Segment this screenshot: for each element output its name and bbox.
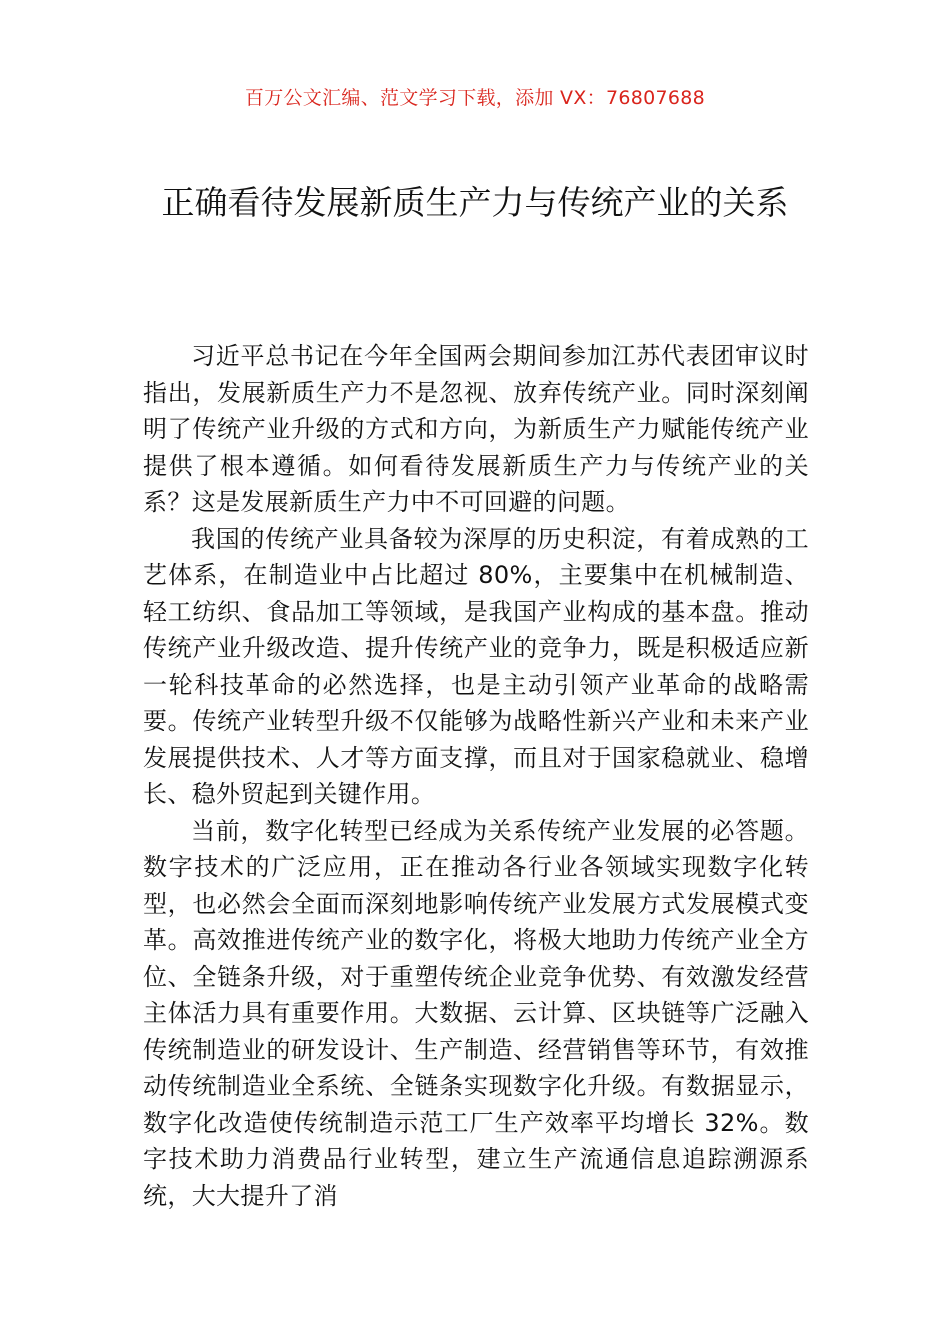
- document-body: [143, 338, 809, 1214]
- paragraph-3: 当前，数字化转型已经成为关系传统产业发展的必答题。数字技术的广泛应用，正在推动各行业各领域实现数字化转型，也必然会全面而深刻地影响传统产业发展方式发展模式变革。高效推进传统产业的数字化，将极大地助力传统产业全方位、全链条升级，对于重塑传统企业竞争优势、有效激发经营主体活力具有重要作用。大数据、云计算、区块链等广泛融入传统制造业的研发设计、生产制造、经营销售等环节，有效推动传统制造业全系统、全链条实现数字化升级。有数据显示，数字化改造使传统制造示范工厂生产效率平均增长 32%。数字技术助力消费品行业转型，建立生产流通信息追踪溯源系统，大大提升了消: [143, 816, 809, 1210]
- paragraph-2: 我国的传统产业具备较为深厚的历史积淀，有着成熟的工艺体系，在制造业中占比超过 80%，主要集中在机械制造、轻工纺织、食品加工等领域，是我国产业构成的基本盘。推动传统产业升级改造、提升传统产业的竞争力，既是积极适应新一轮科技革命的必然选择，也是主动引领产业革命的战略需要。传统产业转型升级不仅能够为战略性新兴产业和未来产业发展提供技术、人才等方面支撑，而且对于国家稳就业、稳增长、稳外贸起到关键作用。: [143, 524, 809, 808]
- document-title: 正确看待发展新质生产力与传统产业的关系: [161, 183, 789, 222]
- header-contact-note: 百万公文汇编、范文学习下载，添加 VX：76807688: [244, 87, 706, 109]
- paragraph-1: 习近平总书记在今年全国两会期间参加江苏代表团审议时指出，发展新质生产力不是忽视、放弃传统产业。同时深刻阐明了传统产业升级的方式和方向，为新质生产力赋能传统产业提供了根本遵循。如何看待发展新质生产力与传统产业的关系？这是发展新质生产力中不可回避的问题。: [143, 342, 809, 516]
